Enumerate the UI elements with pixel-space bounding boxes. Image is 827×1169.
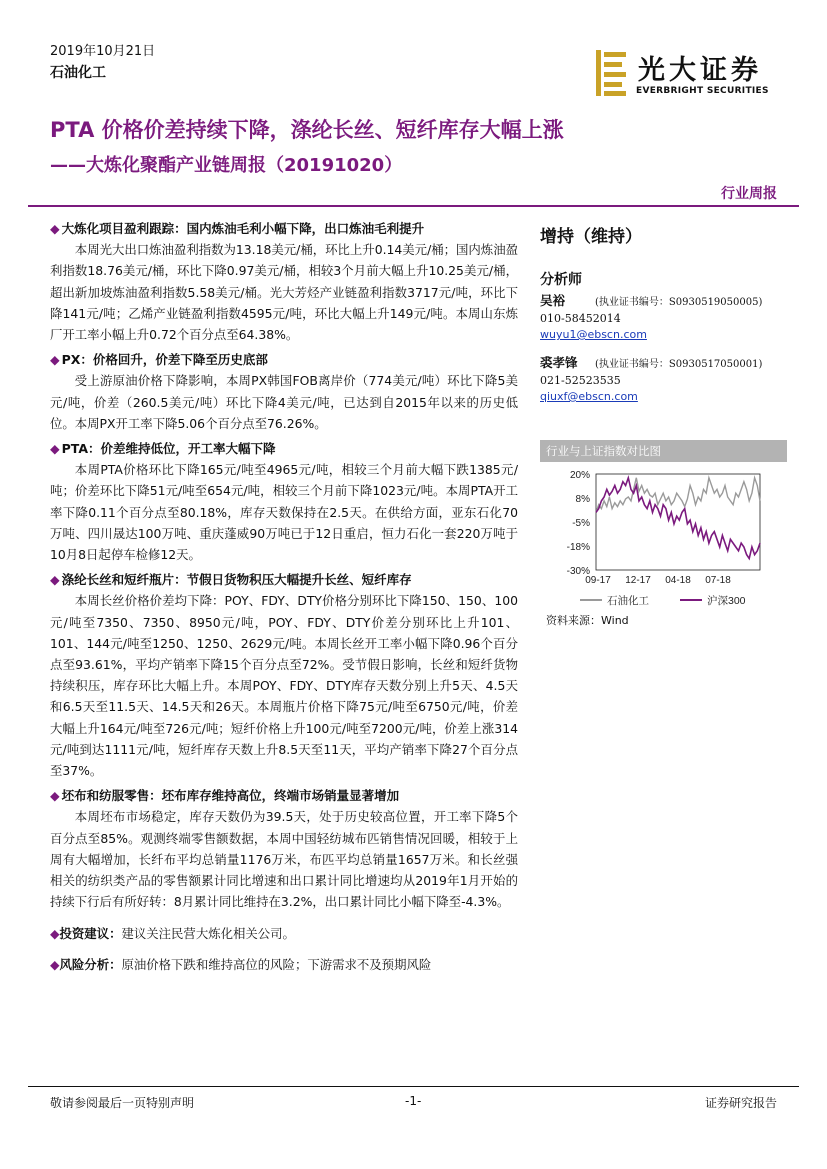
logo-chinese-name: 光大证券 (638, 55, 762, 86)
section-pta (50, 438, 518, 565)
section-heading: ◆ PX：价格回升，价差下降至历史底部 (50, 352, 268, 368)
analyst-title: 分析师 (540, 272, 582, 288)
analyst-email-link[interactable]: wuyu1@ebscn.com (540, 328, 647, 341)
sidebar (540, 222, 785, 405)
section-heading: ◆ 大炼化项目盈利跟踪：国内炼油毛利小幅下降，出口炼油毛利提升 (50, 221, 425, 236)
analyst-entry (540, 355, 785, 373)
section-px (50, 349, 518, 434)
series-line-0 (596, 478, 760, 513)
diamond-bullet-icon: ◆ (50, 441, 60, 457)
index-comparison-chart (540, 466, 787, 616)
section-heading: ◆ 坯布和纺服零售：坯布库存维持高位，终端市场销量显著增加 (50, 788, 400, 804)
x-tick-label: 12-17 (625, 575, 651, 586)
section-body: 本周光大出口炼油盈利指数为13.18美元/桶，环比上升0.14美元/桶；国内炼油盈利指数18.76美元/桶，环比下降0.97美元/桶，相较3个月前大幅上升10.25美元/桶，超出新加坡炼油盈利指数5.58美元/桶。光大芳烃产业链盈利指数3717元/吨，环比下降141元/吨；乙烯产业链盈利指数4595元/吨，环比大幅上升149元/吨。本周山东炼厂开工率小幅上升0.72个百分点至64.38%。 (50, 242, 518, 343)
sector-label: 石油化工 (50, 65, 106, 81)
investment-advice (50, 923, 518, 944)
analyst-phone: 010-58452014 (540, 312, 621, 325)
section-body: 本周长丝价格价差均下降：POY、FDY、DTY价格分别环比下降150、150、100元/吨至7350、7350、8950元/吨，POY、FDY、DTY价差分别环比上升101、101、144元/吨至1250、1250、2629元/吨。本周长丝开工率小幅下降0.96个百分点至93.61%，平均产销率下降15个百分点至72%。受节假日影响，长丝和短纤货物持续积压，库存环比大幅上升。本周POY、FDY、DTY库存天数分别上升5天、4.5天和6.5天至11.5天、14.5天和26天。本周瓶片价格下降75元/吨至6750元/吨，价差大幅上升164元/吨至726元/吨；短纤价格上升100元/吨至7200元/吨，价差上涨314元/吨到达1111元/吨，短纤库存天数上升8.5天至11天，平均产销率下降27个百分点至37%。 (50, 593, 518, 779)
y-tick-label: -30% (566, 566, 590, 577)
section-body: 受上游原油价格下降影响，本周PX韩国FOB离岸价（774美元/吨）环比下降5美元/吨，价差（260.5美元/吨）环比下降4美元/吨，已达到自2015年以来的历史低位。本周PX开工率下降5.06个百分点至76.26%。 (50, 373, 518, 431)
footer-disclaimer: 敬请参阅最后一页特别声明 (50, 1096, 195, 1110)
rating: 增持（维持） (540, 227, 642, 247)
investment-text: 建议关注民营大炼化相关公司。 (121, 925, 295, 941)
analyst-phone: 021-52523535 (540, 374, 621, 387)
risk-text: 原油价格下跌和维持高位的风险；下游需求不及预期风险 (121, 956, 432, 972)
chart-source: 资料来源：Wind (546, 614, 629, 627)
diamond-bullet-icon: ◆ (50, 956, 60, 972)
analyst-cert: (执业证书编号：S0930517050001) (595, 359, 763, 370)
footer-divider (28, 1086, 799, 1087)
analyst-entry (540, 293, 785, 311)
risk-label: 风险分析： (59, 956, 122, 972)
everbright-logo-icon (594, 48, 630, 98)
chart-title-bar: 行业与上证指数对比图 (540, 440, 787, 462)
y-tick-label: -18% (566, 542, 590, 553)
report-date: 2019年10月21日 (50, 44, 156, 59)
report-type: 行业周报 (721, 186, 777, 202)
footer-report-type: 证券研究报告 (704, 1096, 777, 1110)
investment-label: 投资建议： (59, 925, 122, 941)
legend-label: 石油化工 (607, 595, 649, 607)
report-subtitle: ——大炼化聚酯产业链周报（20191020） (50, 155, 403, 176)
diamond-bullet-icon: ◆ (50, 352, 60, 368)
diamond-bullet-icon: ◆ (50, 221, 60, 236)
section-body: 本周PTA价格环比下降165元/吨至4965元/吨，相较三个月前大幅下跌1385元/吨；价差环比下降51元/吨至654元/吨，相较三个月前下降1023元/吨。本周PTA开工率下降0.11个百分点至80.18%，库存天数保持在2.5天。在供给方面，亚东石化70万吨、四川晟达100万吨、重庆蓬威90万吨已于12日重启，恒力石化一套220万吨于10月8日起停车检修12天。 (50, 462, 518, 563)
analyst-name: 裘孝锋 (540, 355, 578, 370)
diamond-bullet-icon: ◆ (50, 925, 60, 941)
analyst-email-link[interactable]: qiuxf@ebscn.com (540, 390, 638, 403)
legend-label: 沪深300 (707, 595, 746, 607)
risk-analysis (50, 954, 518, 975)
section-heading: ◆ 涤纶长丝和短纤瓶片：节假日货物积压大幅提升长丝、短纤库存 (50, 572, 412, 588)
y-tick-label: 8% (575, 494, 590, 505)
analyst-name: 吴裕 (540, 293, 566, 308)
section-greige-retail (50, 785, 518, 912)
y-tick-label: -5% (572, 518, 590, 529)
section-heading: ◆ PTA：价差维持低位，开工率大幅下降 (50, 441, 276, 457)
logo-english-name: EVERBRIGHT SECURITIES (636, 86, 769, 96)
main-column (50, 218, 518, 979)
y-tick-label: 20% (569, 470, 590, 481)
section-polyester-filament (50, 569, 518, 781)
series-line-1 (596, 478, 760, 559)
x-tick-label: 04-18 (665, 575, 691, 586)
x-tick-label: 09-17 (585, 575, 611, 586)
section-refining (50, 218, 518, 345)
header-divider (28, 205, 799, 207)
x-tick-label: 07-18 (705, 575, 731, 586)
diamond-bullet-icon: ◆ (50, 788, 60, 804)
diamond-bullet-icon: ◆ (50, 572, 60, 588)
report-title: PTA 价格价差持续下降，涤纶长丝、短纤库存大幅上涨 (50, 118, 564, 142)
analyst-cert: (执业证书编号：S0930519050005) (595, 297, 763, 308)
page-number: -1- (405, 1094, 422, 1108)
section-body: 本周坯布市场稳定，库存天数仍为39.5天，处于历史较高位置，开工率下降5个百分点至85%。观测终端零售额数据，本周中国轻纺城布匹销售情况回暖，相较于上周有大幅增加，长纤布平均总销量1176万米，布匹平均总销量1657万米。和长丝强相关的纺织类产品的零售额累计同比增速和出口累计同比增速均从2019年1月开始的持续下行后有所好转：8月累计同比维持在3.2%，出口累计同比小幅下降至-4.3%。 (50, 809, 518, 910)
